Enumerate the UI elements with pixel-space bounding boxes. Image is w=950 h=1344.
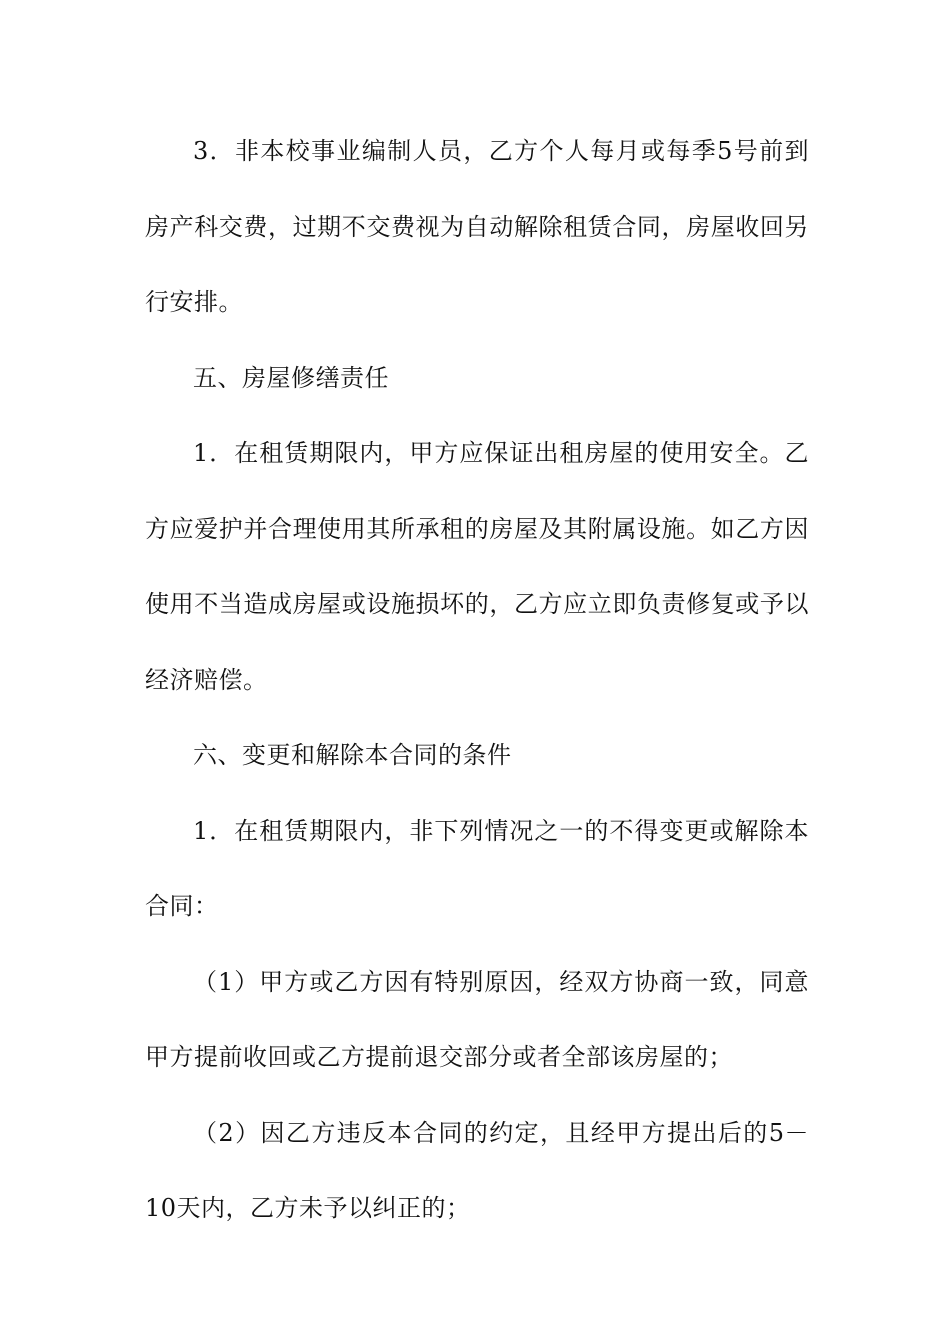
document-body	[145, 114, 809, 1247]
clause-6-1-item-1: （1）甲方或乙方因有特别原因，经双方协商一致，同意甲方提前收回或乙方提前退交部分或者全部该房屋的；	[145, 967, 809, 1071]
clause-6-1-paragraph: 1．在租赁期限内，非下列情况之一的不得变更或解除本合同：	[145, 816, 809, 920]
clause-4-3-paragraph: 3．非本校事业编制人员，乙方个人每月或每季5号前到房产科交费，过期不交费视为自动解除租赁合同，房屋收回另行安排。	[145, 137, 809, 316]
section-heading-change-termination: 六、变更和解除本合同的条件	[193, 741, 512, 769]
clause-6-1-item-2: （2）因乙方违反本合同的约定，且经甲方提出后的5－10天内，乙方未予以纠正的；	[145, 1118, 809, 1222]
section-heading-repair-responsibility: 五、房屋修缮责任	[193, 363, 389, 392]
clause-5-1-paragraph: 1．在租赁期限内，甲方应保证出租房屋的使用安全。乙方应爱护并合理使用其所承租的房屋及其附属设施。如乙方因使用不当造成房屋或设施损坏的，乙方应立即负责修复或予以经济赔偿。	[145, 439, 809, 694]
